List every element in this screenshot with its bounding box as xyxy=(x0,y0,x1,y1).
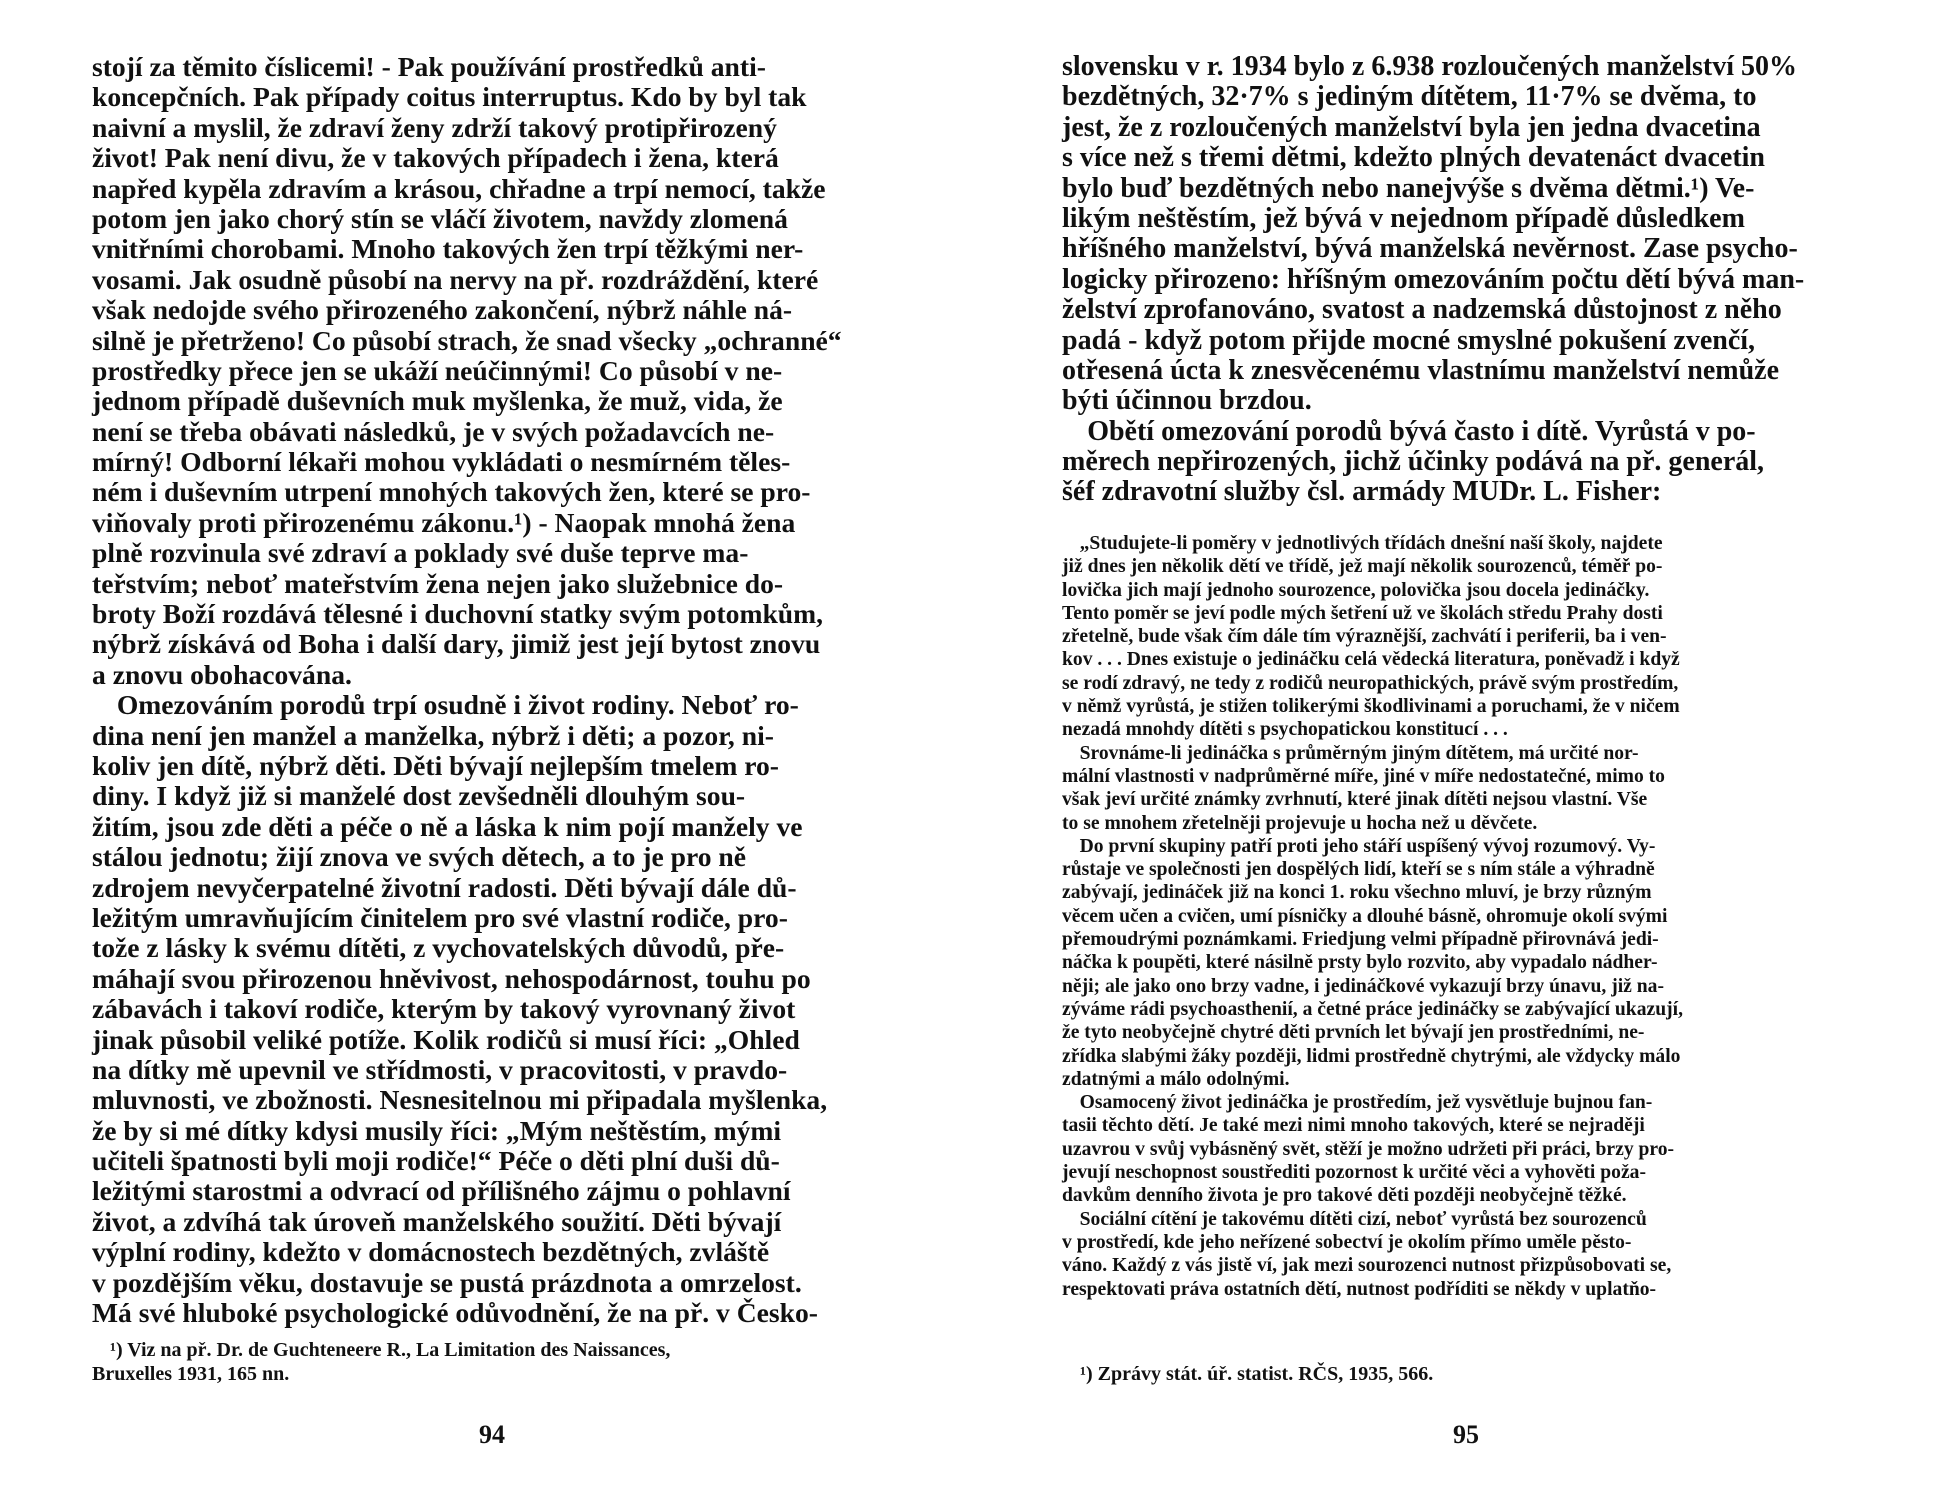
footnote-line: ¹) Zprávy stát. úř. statist. RČS, 1935, 566. xyxy=(1080,1363,1434,1385)
body-line: Má své hluboké psychologické odůvodnění, že na př. v Česko- xyxy=(92,1297,818,1329)
body-line: s více než s třemi dětmi, kdežto plných devatenáct dvacetin xyxy=(1062,142,1765,174)
body-line: bylo buď bezdětných nebo nanejvýše s dvěma dětmi.¹) Ve- xyxy=(1062,172,1755,204)
body-line: Obětí omezování porodů bývá často i dítě. Vyrůstá v po- xyxy=(1087,415,1756,447)
body-line: koncepčních. Pak případy coitus interruptus. Kdo by byl tak xyxy=(92,81,807,113)
body-line: vosami. Jak osudně působí na nervy na př. rozdráždění, které xyxy=(92,263,819,295)
quote-line: se rodí zdravý, ne tedy z rodičů neuropathických, právě svým prostředím, xyxy=(1062,672,1679,694)
body-line: likým neštěstím, jež bývá v nejednom případě důsledkem xyxy=(1062,202,1745,234)
body-line: šéf zdravotní služby čsl. armády MUDr. L. Fisher: xyxy=(1062,476,1662,508)
body-line: plně rozvinula své zdraví a poklady své duše teprve ma- xyxy=(92,537,749,569)
quote-line: lovička jich mají jednoho sourozence, polovička jsou docela jedináčky. xyxy=(1062,579,1650,601)
body-line: otřesená úcta k znesvěcenému vlastnímu manželství nemůže xyxy=(1062,354,1780,386)
body-line: vnitřními chorobami. Mnoho takových žen trpí těžkými ner- xyxy=(92,233,804,265)
page-number-left: 94 xyxy=(479,1420,505,1449)
body-line: nýbrž získává od Boha i další dary, jimiž jest její bytost znovu xyxy=(92,628,821,660)
footnote-line: ¹) Viz na př. Dr. de Guchteneere R., La Limitation des Naissances, xyxy=(110,1339,671,1361)
quote-line: věcem učen a cvičen, umí písničky a dlouhé básně, ohromuje okolí svými xyxy=(1062,905,1668,927)
quote-line: nezadá mnohdy dítěti s psychopatickou konstitucí . . . xyxy=(1062,719,1508,741)
quote-line: zřídka slabými žáky později, lidmi prostředně chytrými, ale vždycky málo xyxy=(1062,1045,1681,1067)
body-line: mluvnosti, ve zbožnosti. Nesnesitelnou mi připadala myšlenka, xyxy=(92,1084,828,1116)
quote-line: náčka k poupěti, které násilně prsty bylo rozvito, aby vypadalo nádher- xyxy=(1062,952,1658,974)
body-line: výplní rodiny, kdežto v domácnostech bezdětných, zvláště xyxy=(92,1236,770,1268)
quote-line: v prostředí, kde jeho neřízené sobectví je okolím přímo uměle pěsto- xyxy=(1062,1231,1632,1253)
body-line: život, a zdvíhá tak úroveň manželského soužití. Děti bývají xyxy=(92,1205,782,1237)
body-line: jinak působil veliké potíže. Kolik rodičů si musí říci: „Ohled xyxy=(92,1023,800,1055)
quote-line: něji; ale jako ono brzy vadne, i jedináčkové vykazují brzy únavu, již na- xyxy=(1062,975,1664,997)
quote-line: Do první skupiny patří proti jeho stáří uspíšený vývoj rozumový. Vy- xyxy=(1079,835,1656,857)
footnote-line: Bruxelles 1931, 165 nn. xyxy=(92,1363,290,1385)
body-line: zábavách i takoví rodiče, kterým by takový vyrovnaný život xyxy=(92,993,796,1025)
body-line: žitím, jsou zde děti a péče o ně a láska k nim pojí manžely ve xyxy=(92,810,803,842)
quote-line: kov . . . Dnes existuje o jedináčku celá vědecká literatura, poněvadž i když xyxy=(1062,649,1680,671)
body-line: Omezováním porodů trpí osudně i život rodiny. Neboť ro- xyxy=(116,689,799,721)
quote-line: již dnes jen několik dětí ve třídě, jež mají několik sourozenců, téměř po- xyxy=(1062,556,1663,578)
body-line: ném i duševním utrpení mnohých takových žen, které se pro- xyxy=(92,476,811,508)
quote-line: tasii těchto dětí. Je také mezi nimi mnoho takových, které se nejraději xyxy=(1062,1115,1645,1137)
body-line: však nedojde svého přirozeného zakončení, nýbrž náhle ná- xyxy=(92,294,793,326)
right-footnote xyxy=(1062,1362,1870,1386)
quote-line: Osamocený život jedináčka je prostředím, jež vysvětluje bujnou fan- xyxy=(1079,1092,1653,1114)
quote-line: váno. Každý z vás jistě ví, jak mezi sourozenci nutnost přizpůsobovati se, xyxy=(1062,1255,1672,1277)
quote-line: uzavrou v svůj vybásněný svět, stěží je možno udržeti při práci, brzy pro- xyxy=(1062,1138,1675,1160)
quote-line: mální vlastnosti v nadprůměrné míře, jiné v míře nedostatečné, mimo to xyxy=(1062,765,1665,787)
body-line: ležitými starostmi a odvrací od přílišného zájmu o pohlavní xyxy=(92,1175,791,1207)
body-line: stojí za těmito číslicemi! - Pak používání prostředků anti- xyxy=(92,51,766,82)
body-line: není se třeba obávati následků, je v svých požadavcích ne- xyxy=(92,415,775,447)
quote-line: přemoudrými poznámkami. Friedjung velmi případně přirovnává jedi- xyxy=(1062,929,1659,951)
body-line: prostředky přece jen se ukáží neúčinnými! Co působí v ne- xyxy=(92,354,783,386)
body-line: mírný! Odborní lékaři mohou vykládati o nesmírném těles- xyxy=(92,446,791,478)
body-line: měrech nepřirozených, jichž účinky podává na př. generál, xyxy=(1062,446,1765,478)
body-line: diny. I když již si manželé dost zevšedněli dlouhým sou- xyxy=(92,780,746,812)
quote-line: respektovati práva ostatních dětí, nutnost podříditi se někdy v uplatňo- xyxy=(1062,1278,1657,1300)
quote-line: že tyto neobyčejně chytré děti prvních let bývají jen prostředními, ne- xyxy=(1062,1022,1645,1044)
right-quote-block xyxy=(1062,532,1870,1301)
quote-line: Sociální cítění je takovému dítěti cizí, neboť vyrůstá bez sourozenců xyxy=(1079,1208,1647,1230)
quote-line: to se mnohem zřetelněji projevuje u hocha než u děvčete. xyxy=(1062,812,1538,834)
page-number-right: 95 xyxy=(1453,1420,1479,1449)
body-line: učiteli špatnosti byli moji rodiče!“ Péče o děti plní duši dů- xyxy=(92,1145,780,1177)
body-line: býti účinnou brzdou. xyxy=(1062,385,1312,417)
body-line: v pozdějším věku, dostavuje se pustá prázdnota a omrzelost. xyxy=(92,1266,802,1298)
body-line: broty Boží rozdává tělesné i duchovní statky svým potomkům, xyxy=(92,598,824,630)
quote-line: zabývají, jedináček již na konci 1. roku všechno mluví, je brzy různým xyxy=(1062,882,1652,904)
body-line: koliv jen dítě, nýbrž děti. Děti bývají nejlepším tmelem ro- xyxy=(92,749,779,781)
quote-line: zýváme rádi psychoasthenií, a četné práce jedináčky se zabývající ukazují, xyxy=(1062,998,1683,1020)
body-line: viňovaly proti přirozenému zákonu.¹) - Naopak mnohá žena xyxy=(92,506,796,538)
body-line: na dítky mě upevnil ve střídmosti, v pracovitosti, v pravdo- xyxy=(92,1053,788,1085)
quote-line: Tento poměr se jeví podle mých šetření už ve školách středu Prahy dosti xyxy=(1062,602,1663,624)
body-line: máhají svou přirozenou hněvivost, nehospodárnost, touhu po xyxy=(92,962,811,994)
body-line: silně je přetrženo! Co působí strach, že snad všecky „ochranné“ xyxy=(92,324,842,356)
body-line: že by si mé dítky kdysi musily říci: „Mým neštěstím, mými xyxy=(92,1114,782,1146)
body-line: potom jen jako chorý stín se vláčí životem, navždy zlomená xyxy=(92,202,788,234)
body-line: jest, že z rozloučených manželství byla jen jedna dvacetina xyxy=(1062,111,1761,143)
body-line: jednom případě duševních muk myšlenka, že muž, vida, že xyxy=(92,385,783,417)
body-line: hříšného manželství, bývá manželská nevěrnost. Zase psycho- xyxy=(1062,233,1798,265)
body-line: želství zprofanováno, svatost a nadzemská důstojnost z něho xyxy=(1062,294,1782,326)
quote-line: růstaje ve společnosti jen dospělých lidí, kteří se s ním stále a výhradně xyxy=(1062,859,1655,881)
body-line: slovensku v r. 1934 bylo z 6.938 rozloučených manželství 50% xyxy=(1062,51,1798,82)
body-line: zdrojem nevyčerpatelné životní radosti. Děti bývají dále dů- xyxy=(92,871,797,903)
body-line: dina není jen manžel a manželka, nýbrž i děti; a pozor, ni- xyxy=(92,719,774,751)
body-line: teřstvím; neboť mateřstvím žena nejen jako služebnice do- xyxy=(92,567,784,599)
quote-line: v němž vyrůstá, je stižen tolikerými škodlivinami a poruchami, že v ničem xyxy=(1062,696,1680,718)
body-line: stálou jednotu; žijí znova ve svých dětech, a to je pro ně xyxy=(92,841,747,873)
left-footnote xyxy=(92,1338,892,1386)
body-line: život! Pak není divu, že v takových případech i žena, která xyxy=(92,142,779,174)
body-line: logicky přirozeno: hříšným omezováním počtu dětí bývá man- xyxy=(1062,263,1805,295)
left-body-text xyxy=(92,52,892,1328)
quote-line: zřetelně, bude však čím dále tím výraznější, zachvátí i periferii, ba i ven- xyxy=(1062,626,1667,648)
body-line: ležitým umravňujícím činitelem pro své vlastní rodiče, pro- xyxy=(92,901,788,933)
body-line: tože z lásky k svému dítěti, z vychovatelských důvodů, pře- xyxy=(92,932,785,964)
quote-line: jevují neschopnost soustřediti pozornost k určité věci a vyhověti poža- xyxy=(1062,1162,1646,1184)
body-line: naivní a myslil, že zdraví ženy zdrží takový protipřirozený xyxy=(92,111,777,143)
body-line: bezdětných, 32·7% s jediným dítětem, 11·7% se dvěma, to xyxy=(1062,81,1757,113)
quote-line: „Studujete-li poměry v jednotlivých třídách dnešní naší školy, najdete xyxy=(1079,533,1663,554)
right-body-text xyxy=(1062,52,1870,508)
quote-line: však jeví určité známky zvrhnutí, které jinak dítěti nejsou vlastní. Vše xyxy=(1062,789,1648,811)
quote-line: zdatnými a málo odolnými. xyxy=(1062,1068,1290,1090)
body-line: a znovu obohacována. xyxy=(92,658,352,690)
quote-line: davkům denního života je pro takové děti později neobyčejně těžké. xyxy=(1062,1185,1627,1207)
quote-line: Srovnáme-li jedináčka s průměrným jiným dítětem, má určité nor- xyxy=(1079,742,1639,764)
body-line: padá - když potom přijde mocné smyslné pokušení zvenčí, xyxy=(1062,324,1756,356)
body-line: napřed kypěla zdravím a krásou, chřadne a trpí nemocí, takže xyxy=(92,172,826,204)
